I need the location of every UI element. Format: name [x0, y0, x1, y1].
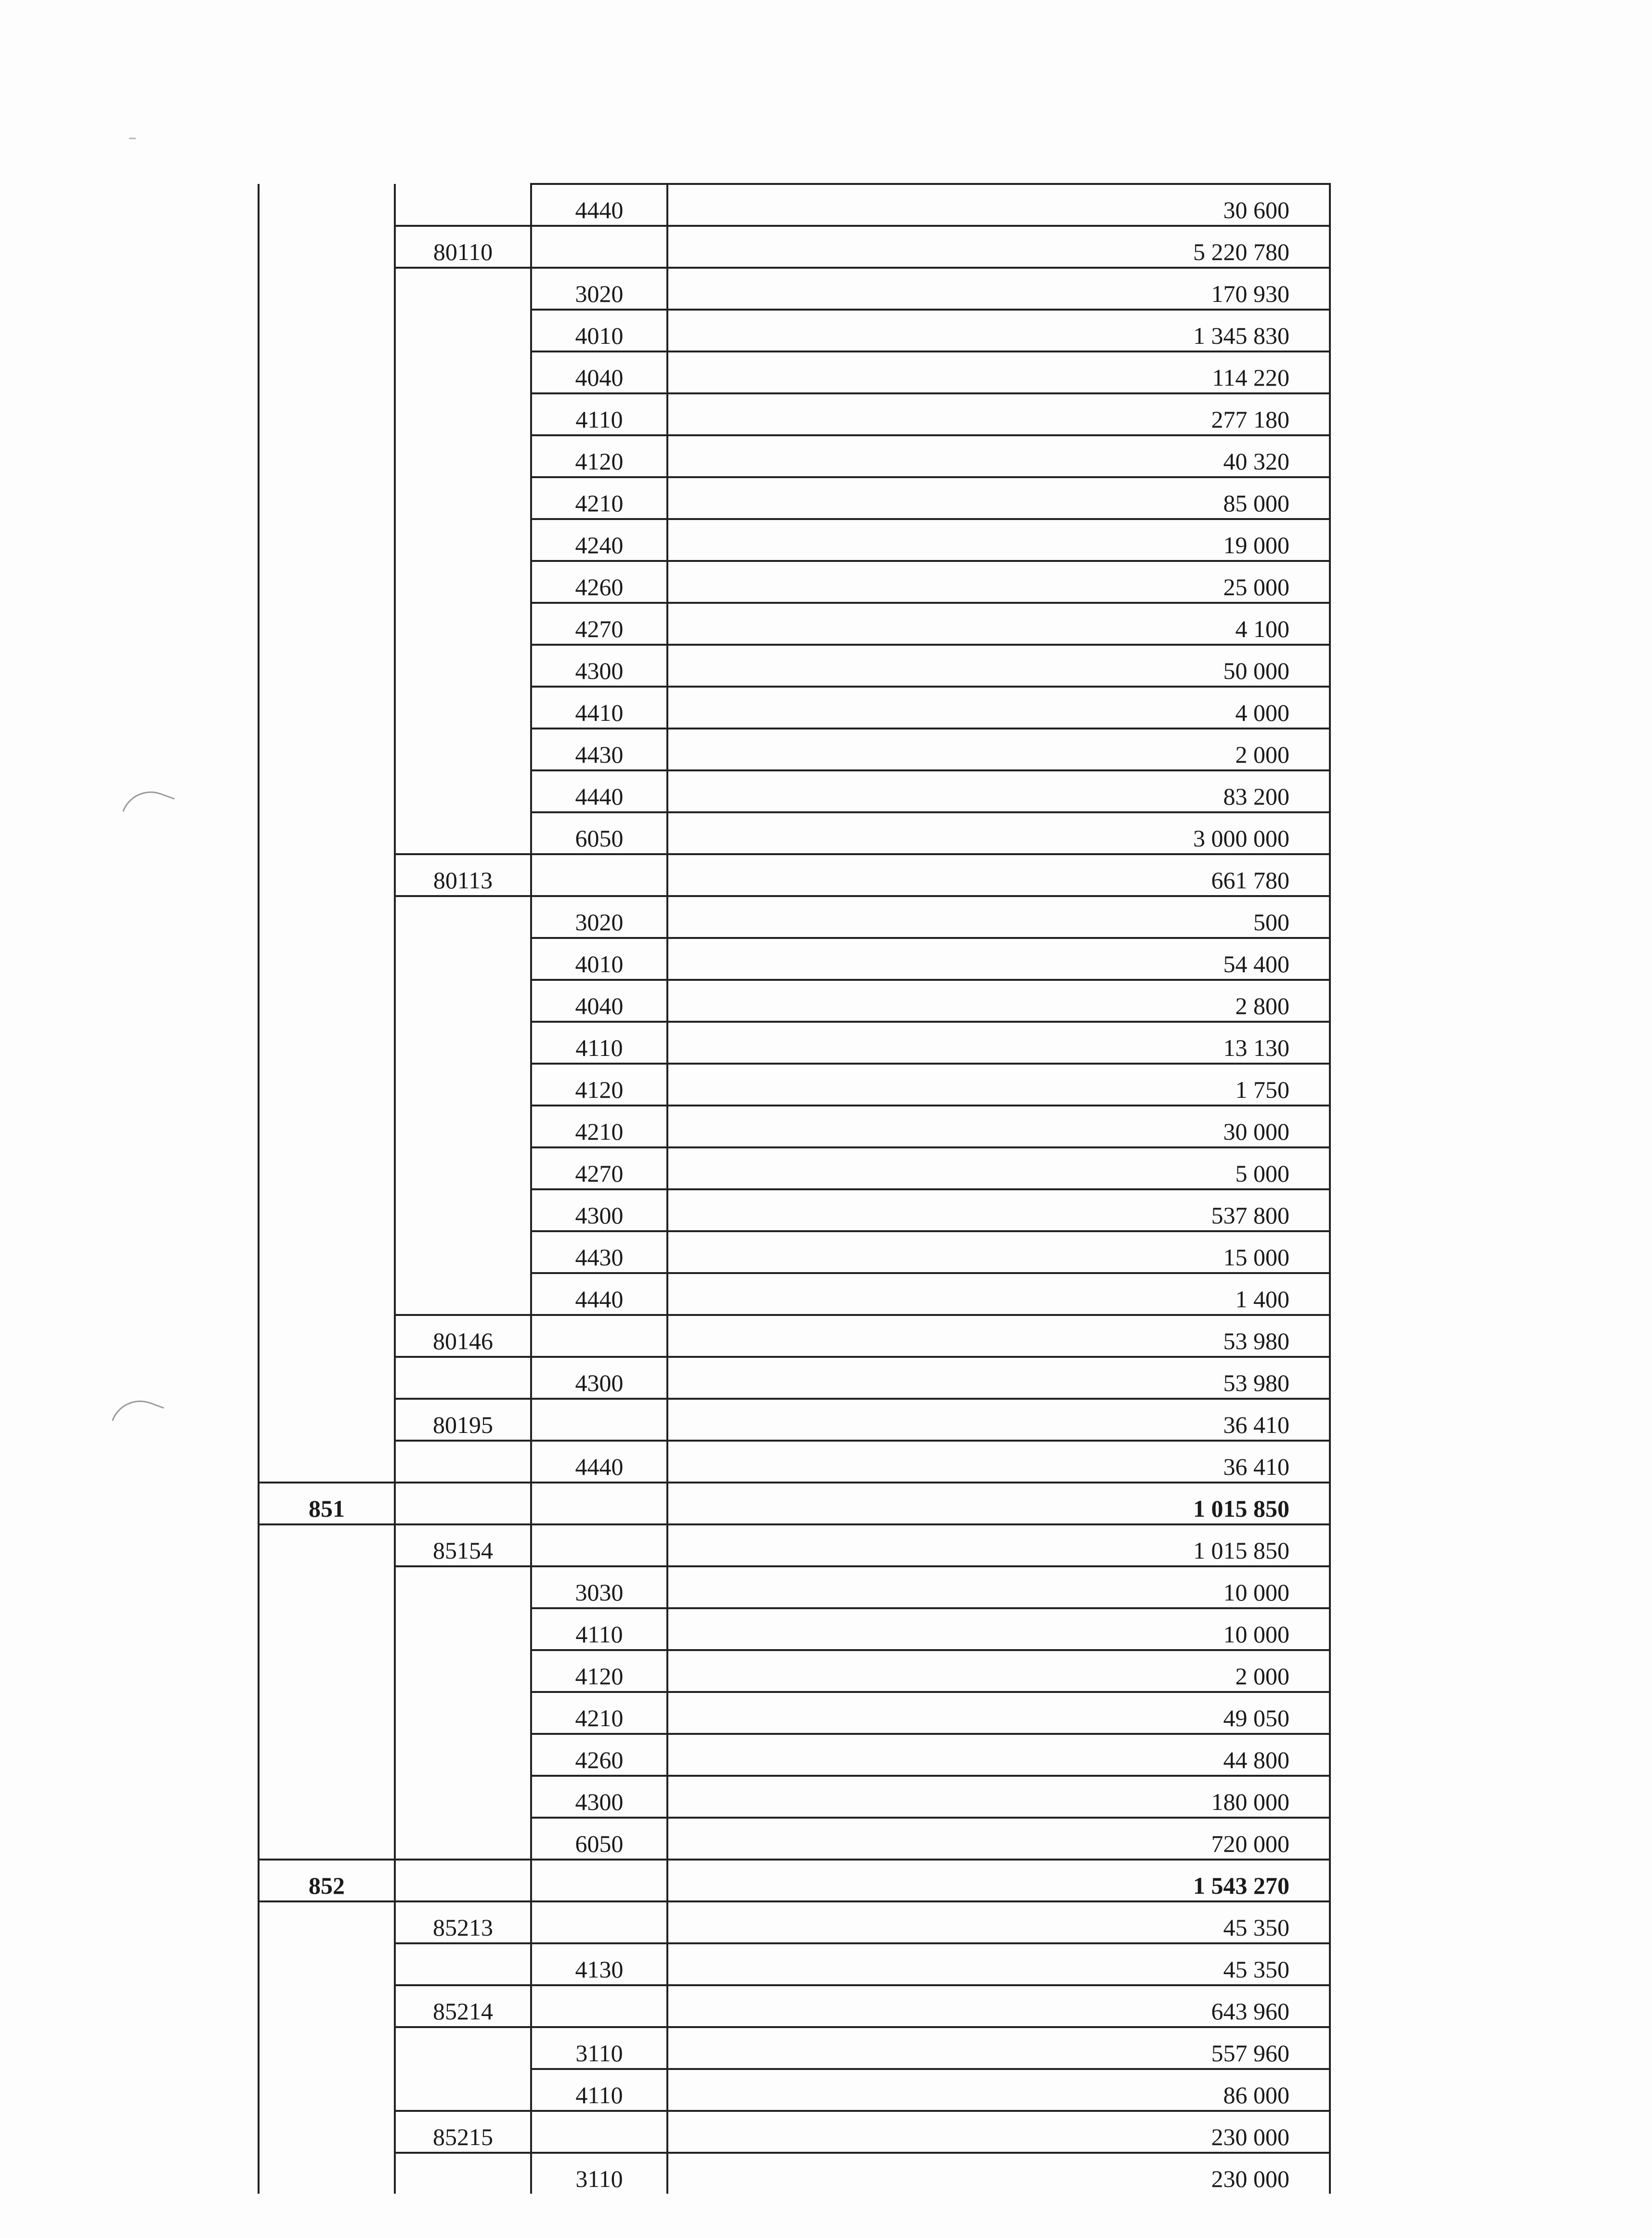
cell-paragraf: 3030 — [531, 1566, 667, 1608]
cell-dzial: 852 — [259, 1860, 395, 1901]
cell-dzial — [259, 1273, 395, 1315]
cell-rozdzial — [395, 310, 531, 351]
cell-dzial — [259, 226, 395, 268]
cell-kwota: 1 750 — [667, 1064, 1330, 1106]
table-row — [259, 226, 1330, 268]
cell-dzial — [259, 1022, 395, 1064]
table-row — [259, 1231, 1330, 1273]
table-row — [259, 896, 1330, 938]
cell-kwota: 1 543 270 — [667, 1860, 1330, 1901]
cell-paragraf: 4110 — [531, 1608, 667, 1650]
cell-paragraf: 3110 — [531, 2153, 667, 2194]
table-row — [259, 1608, 1330, 1650]
table-row — [259, 1692, 1330, 1734]
cell-rozdzial — [395, 1022, 531, 1064]
cell-paragraf: 4440 — [531, 1273, 667, 1315]
table-row — [259, 812, 1330, 854]
cell-kwota: 230 000 — [667, 2153, 1330, 2194]
cell-rozdzial — [395, 729, 531, 770]
cell-dzial — [259, 310, 395, 351]
cell-paragraf: 3020 — [531, 896, 667, 938]
cell-dzial — [259, 1776, 395, 1818]
cell-kwota: 85 000 — [667, 477, 1330, 519]
table-row — [259, 1734, 1330, 1776]
cell-paragraf: 4010 — [531, 938, 667, 980]
cell-dzial — [259, 645, 395, 687]
cell-paragraf: 4270 — [531, 603, 667, 645]
cell-rozdzial — [395, 1273, 531, 1315]
cell-kwota: 10 000 — [667, 1566, 1330, 1608]
cell-kwota: 13 130 — [667, 1022, 1330, 1064]
cell-kwota: 3 000 000 — [667, 812, 1330, 854]
cell-dzial — [259, 393, 395, 435]
table-row — [259, 1524, 1330, 1566]
cell-rozdzial — [395, 393, 531, 435]
cell-rozdzial — [395, 268, 531, 310]
table-row — [259, 2111, 1330, 2153]
table-row — [259, 729, 1330, 770]
table-row — [259, 1022, 1330, 1064]
cell-dzial — [259, 1608, 395, 1650]
cell-kwota: 45 350 — [667, 1901, 1330, 1943]
cell-dzial — [259, 1734, 395, 1776]
table-row — [259, 268, 1330, 310]
cell-kwota: 45 350 — [667, 1943, 1330, 1985]
table-row — [259, 310, 1330, 351]
cell-kwota: 2 000 — [667, 729, 1330, 770]
table-row — [259, 1985, 1330, 2027]
cell-dzial — [259, 1231, 395, 1273]
cell-kwota: 86 000 — [667, 2069, 1330, 2111]
cell-dzial — [259, 1399, 395, 1441]
cell-dzial — [259, 2027, 395, 2069]
cell-rozdzial: 85154 — [395, 1524, 531, 1566]
cell-dzial — [259, 477, 395, 519]
cell-dzial — [259, 812, 395, 854]
cell-paragraf: 4010 — [531, 310, 667, 351]
cell-paragraf: 4210 — [531, 477, 667, 519]
cell-dzial — [259, 938, 395, 980]
cell-paragraf — [531, 2111, 667, 2153]
cell-paragraf: 4120 — [531, 1650, 667, 1692]
cell-rozdzial — [395, 938, 531, 980]
table-row — [259, 645, 1330, 687]
cell-paragraf: 4210 — [531, 1692, 667, 1734]
punch-hole-mark — [122, 783, 175, 827]
cell-paragraf: 4440 — [531, 770, 667, 812]
cell-dzial — [259, 1901, 395, 1943]
cell-kwota: 661 780 — [667, 854, 1330, 896]
cell-dzial — [259, 351, 395, 393]
cell-rozdzial — [395, 1818, 531, 1860]
cell-kwota: 180 000 — [667, 1776, 1330, 1818]
cell-dzial — [259, 1650, 395, 1692]
cell-rozdzial — [395, 1189, 531, 1231]
cell-rozdzial — [395, 1231, 531, 1273]
cell-dzial — [259, 1106, 395, 1147]
cell-dzial — [259, 268, 395, 310]
cell-kwota: 19 000 — [667, 519, 1330, 561]
cell-rozdzial: 80195 — [395, 1399, 531, 1441]
cell-rozdzial — [395, 687, 531, 729]
cell-rozdzial: 80146 — [395, 1315, 531, 1357]
cell-rozdzial — [395, 435, 531, 477]
cell-rozdzial — [395, 812, 531, 854]
cell-dzial — [259, 1147, 395, 1189]
cell-rozdzial — [395, 477, 531, 519]
table-row — [259, 1357, 1330, 1399]
table-row — [259, 393, 1330, 435]
cell-dzial — [259, 561, 395, 603]
cell-kwota: 1 400 — [667, 1273, 1330, 1315]
table-row — [259, 561, 1330, 603]
cell-kwota: 2 000 — [667, 1650, 1330, 1692]
cell-kwota: 500 — [667, 896, 1330, 938]
cell-kwota: 5 000 — [667, 1147, 1330, 1189]
cell-rozdzial — [395, 1734, 531, 1776]
cell-rozdzial — [395, 1147, 531, 1189]
table-row — [259, 770, 1330, 812]
table-row — [259, 1189, 1330, 1231]
cell-paragraf — [531, 1524, 667, 1566]
cell-rozdzial: 85213 — [395, 1901, 531, 1943]
cell-paragraf: 3020 — [531, 268, 667, 310]
cell-kwota: 1 345 830 — [667, 310, 1330, 351]
table-row — [259, 519, 1330, 561]
cell-paragraf: 4110 — [531, 393, 667, 435]
cell-paragraf: 4110 — [531, 1022, 667, 1064]
table-row — [259, 1441, 1330, 1483]
table-row — [259, 980, 1330, 1022]
table-row — [259, 1818, 1330, 1860]
table-row — [259, 1147, 1330, 1189]
cell-rozdzial: 80113 — [395, 854, 531, 896]
cell-paragraf: 4410 — [531, 687, 667, 729]
cell-rozdzial: 80110 — [395, 226, 531, 268]
cell-rozdzial — [395, 2027, 531, 2069]
cell-rozdzial — [395, 645, 531, 687]
cell-paragraf — [531, 1315, 667, 1357]
cell-kwota: 50 000 — [667, 645, 1330, 687]
cell-kwota: 4 000 — [667, 687, 1330, 729]
table-row — [259, 2153, 1330, 2194]
cell-paragraf — [531, 1985, 667, 2027]
table-row — [259, 687, 1330, 729]
cell-rozdzial — [395, 1943, 531, 1985]
cell-paragraf: 4130 — [531, 1943, 667, 1985]
cell-kwota: 53 980 — [667, 1315, 1330, 1357]
cell-paragraf — [531, 854, 667, 896]
cell-dzial — [259, 1524, 395, 1566]
table-row — [259, 1901, 1330, 1943]
cell-paragraf — [531, 1860, 667, 1901]
table-row — [259, 1483, 1330, 1524]
cell-paragraf: 4210 — [531, 1106, 667, 1147]
cell-paragraf: 4110 — [531, 2069, 667, 2111]
cell-rozdzial — [395, 603, 531, 645]
cell-dzial — [259, 1566, 395, 1608]
table-row — [259, 435, 1330, 477]
table-row — [259, 351, 1330, 393]
cell-rozdzial — [395, 1483, 531, 1524]
cell-dzial — [259, 2111, 395, 2153]
cell-paragraf: 4300 — [531, 1189, 667, 1231]
cell-dzial — [259, 184, 395, 226]
cell-rozdzial — [395, 1106, 531, 1147]
table-row — [259, 1566, 1330, 1608]
cell-paragraf: 4270 — [531, 1147, 667, 1189]
budget-table — [258, 183, 1331, 2194]
cell-kwota: 36 410 — [667, 1441, 1330, 1483]
cell-paragraf: 4430 — [531, 1231, 667, 1273]
cell-dzial — [259, 687, 395, 729]
cell-kwota: 230 000 — [667, 2111, 1330, 2153]
table-row — [259, 2069, 1330, 2111]
cell-kwota: 15 000 — [667, 1231, 1330, 1273]
cell-rozdzial — [395, 1650, 531, 1692]
cell-rozdzial — [395, 2153, 531, 2194]
cell-kwota: 10 000 — [667, 1608, 1330, 1650]
cell-paragraf — [531, 1901, 667, 1943]
cell-kwota: 557 960 — [667, 2027, 1330, 2069]
table-row — [259, 2027, 1330, 2069]
cell-dzial — [259, 1943, 395, 1985]
cell-dzial — [259, 1357, 395, 1399]
cell-rozdzial — [395, 2069, 531, 2111]
cell-kwota: 643 960 — [667, 1985, 1330, 2027]
cell-paragraf: 4300 — [531, 645, 667, 687]
cell-rozdzial — [395, 519, 531, 561]
cell-kwota: 114 220 — [667, 351, 1330, 393]
cell-rozdzial — [395, 184, 531, 226]
cell-paragraf: 4260 — [531, 561, 667, 603]
table-row — [259, 1106, 1330, 1147]
cell-kwota: 170 930 — [667, 268, 1330, 310]
cell-paragraf: 4440 — [531, 1441, 667, 1483]
cell-dzial — [259, 770, 395, 812]
cell-rozdzial — [395, 1608, 531, 1650]
budget-table-body — [259, 184, 1330, 2194]
cell-kwota: 2 800 — [667, 980, 1330, 1022]
cell-dzial — [259, 854, 395, 896]
cell-paragraf: 4240 — [531, 519, 667, 561]
cell-kwota: 1 015 850 — [667, 1483, 1330, 1524]
cell-kwota: 30 600 — [667, 184, 1330, 226]
cell-dzial — [259, 435, 395, 477]
cell-paragraf: 3110 — [531, 2027, 667, 2069]
cell-paragraf — [531, 1483, 667, 1524]
cell-rozdzial — [395, 770, 531, 812]
cell-dzial — [259, 603, 395, 645]
cell-dzial: 851 — [259, 1483, 395, 1524]
cell-rozdzial — [395, 1776, 531, 1818]
cell-dzial — [259, 896, 395, 938]
cell-paragraf: 4120 — [531, 1064, 667, 1106]
cell-kwota: 1 015 850 — [667, 1524, 1330, 1566]
cell-kwota: 5 220 780 — [667, 226, 1330, 268]
cell-kwota: 36 410 — [667, 1399, 1330, 1441]
cell-rozdzial — [395, 1692, 531, 1734]
cell-kwota: 49 050 — [667, 1692, 1330, 1734]
table-row — [259, 1064, 1330, 1106]
cell-rozdzial — [395, 351, 531, 393]
cell-paragraf: 4040 — [531, 980, 667, 1022]
table-row — [259, 1315, 1330, 1357]
cell-dzial — [259, 2153, 395, 2194]
cell-kwota: 54 400 — [667, 938, 1330, 980]
cell-kwota: 277 180 — [667, 393, 1330, 435]
table-row — [259, 938, 1330, 980]
cell-dzial — [259, 1985, 395, 2027]
cell-rozdzial: 85214 — [395, 1985, 531, 2027]
table-row — [259, 1273, 1330, 1315]
table-row — [259, 1399, 1330, 1441]
cell-kwota: 83 200 — [667, 770, 1330, 812]
cell-paragraf: 4040 — [531, 351, 667, 393]
table-row — [259, 1860, 1330, 1901]
cell-paragraf: 4120 — [531, 435, 667, 477]
cell-rozdzial — [395, 561, 531, 603]
cell-paragraf: 4300 — [531, 1357, 667, 1399]
cell-kwota: 25 000 — [667, 561, 1330, 603]
cell-rozdzial: 85215 — [395, 2111, 531, 2153]
table-row — [259, 603, 1330, 645]
cell-paragraf: 6050 — [531, 812, 667, 854]
cell-rozdzial — [395, 896, 531, 938]
cell-kwota: 40 320 — [667, 435, 1330, 477]
cell-paragraf: 6050 — [531, 1818, 667, 1860]
table-row — [259, 477, 1330, 519]
table-row — [259, 1776, 1330, 1818]
cell-paragraf — [531, 226, 667, 268]
cell-dzial — [259, 1064, 395, 1106]
cell-rozdzial — [395, 1441, 531, 1483]
table-row — [259, 184, 1330, 226]
table-row — [259, 1943, 1330, 1985]
cell-kwota: 30 000 — [667, 1106, 1330, 1147]
cell-rozdzial — [395, 1860, 531, 1901]
cell-paragraf: 4300 — [531, 1776, 667, 1818]
cell-kwota: 44 800 — [667, 1734, 1330, 1776]
cell-dzial — [259, 1441, 395, 1483]
cell-paragraf: 4260 — [531, 1734, 667, 1776]
cell-dzial — [259, 729, 395, 770]
cell-rozdzial — [395, 980, 531, 1022]
cell-dzial — [259, 1189, 395, 1231]
cell-rozdzial — [395, 1064, 531, 1106]
table-row — [259, 854, 1330, 896]
scan-speck — [129, 138, 136, 139]
cell-kwota: 537 800 — [667, 1189, 1330, 1231]
punch-hole-mark — [112, 1392, 164, 1436]
cell-rozdzial — [395, 1357, 531, 1399]
cell-dzial — [259, 980, 395, 1022]
table-row — [259, 1650, 1330, 1692]
cell-dzial — [259, 1692, 395, 1734]
cell-dzial — [259, 1818, 395, 1860]
cell-dzial — [259, 519, 395, 561]
cell-rozdzial — [395, 1566, 531, 1608]
cell-paragraf — [531, 1399, 667, 1441]
cell-kwota: 53 980 — [667, 1357, 1330, 1399]
cell-paragraf: 4430 — [531, 729, 667, 770]
cell-paragraf: 4440 — [531, 184, 667, 226]
cell-dzial — [259, 2069, 395, 2111]
cell-kwota: 4 100 — [667, 603, 1330, 645]
cell-dzial — [259, 1315, 395, 1357]
cell-kwota: 720 000 — [667, 1818, 1330, 1860]
